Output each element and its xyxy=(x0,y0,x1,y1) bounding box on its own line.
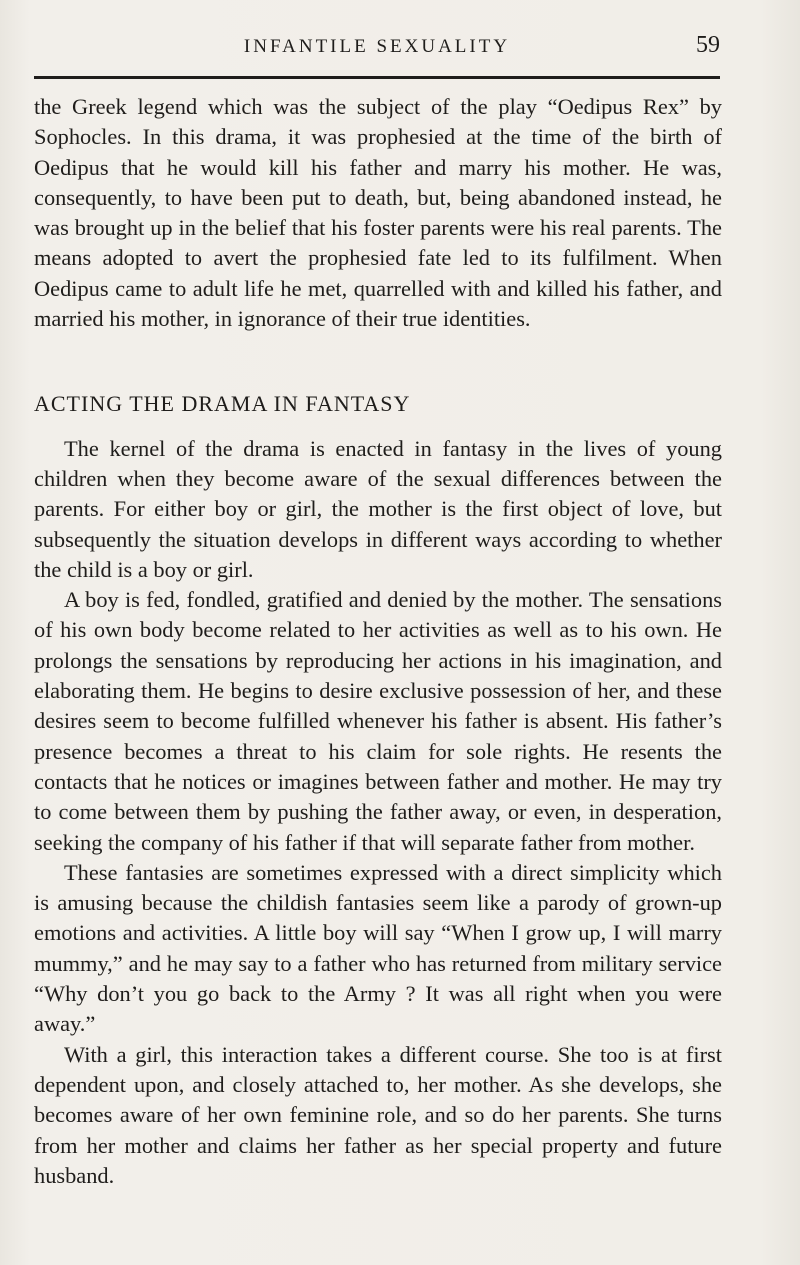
page-body xyxy=(34,92,722,1191)
page-number: 59 xyxy=(696,32,720,58)
page-header xyxy=(34,34,720,74)
section-heading: ACTING THE DRAMA IN FANTASY xyxy=(34,391,411,417)
header-rule xyxy=(34,76,720,79)
paragraph-1: the Greek legend which was the subject of the play “Oedipus Rex” by Sophocles. In this drama, it was prophesied at the time of the birth of Oedipus that he would kill his father and marry his mother. He was, consequently, to have been put to death, but, being abandoned instead, he was brought up in the belief that his foster parents were his real parents. The means adopted to avert the prophesied fate led to its fulfilment. When Oedipus came to adult life he met, quarrelled with and killed his father, and married his mother, in ignorance of their true identities. xyxy=(34,94,722,332)
paragraph-4: These fantasies are sometimes expressed with a direct simplicity which is amusing because the childish fantasies seem like a parody of grown-up emotions and activities. A little boy will say “When I grow up, I will marry mummy,” and he may say to a father who has returned from military service “Why don’t you go back to the Army ? It was all right when you were away.” xyxy=(34,859,722,1037)
running-head: INFANTILE SEXUALITY xyxy=(243,36,511,57)
paragraph-3: A boy is fed, fondled, gratified and denied by the mother. The sensations of his own body become related to her activities as well as to his own. He prolongs the sensations by reproducing her actions in his imagination, and elaborating them. He begins to desire exclusive possession of her, and these desires seem to become fulfilled whenever his father is absent. His father’s presence becomes a threat to his claim for sole rights. He resents the contacts that he notices or imagines between father and mother. He may try to come between them by pushing the father away, or even, in desperation, seeking the company of his father if that will separate father from mother. xyxy=(34,587,722,855)
paragraph-2: The kernel of the drama is enacted in fantasy in the lives of young children when they become aware of the sexual differences between the parents. For either boy or girl, the mother is the first object of love, but subsequently the situation develops in different ways according to whether the child is a boy or girl. xyxy=(34,435,722,582)
paragraph-5: With a girl, this interaction takes a different course. She too is at first dependent upon, and closely attached to, her mother. As she develops, she becomes aware of her own feminine role, and so do her parents. She turns from her mother and claims her father as her special property and future husband. xyxy=(34,1041,722,1188)
